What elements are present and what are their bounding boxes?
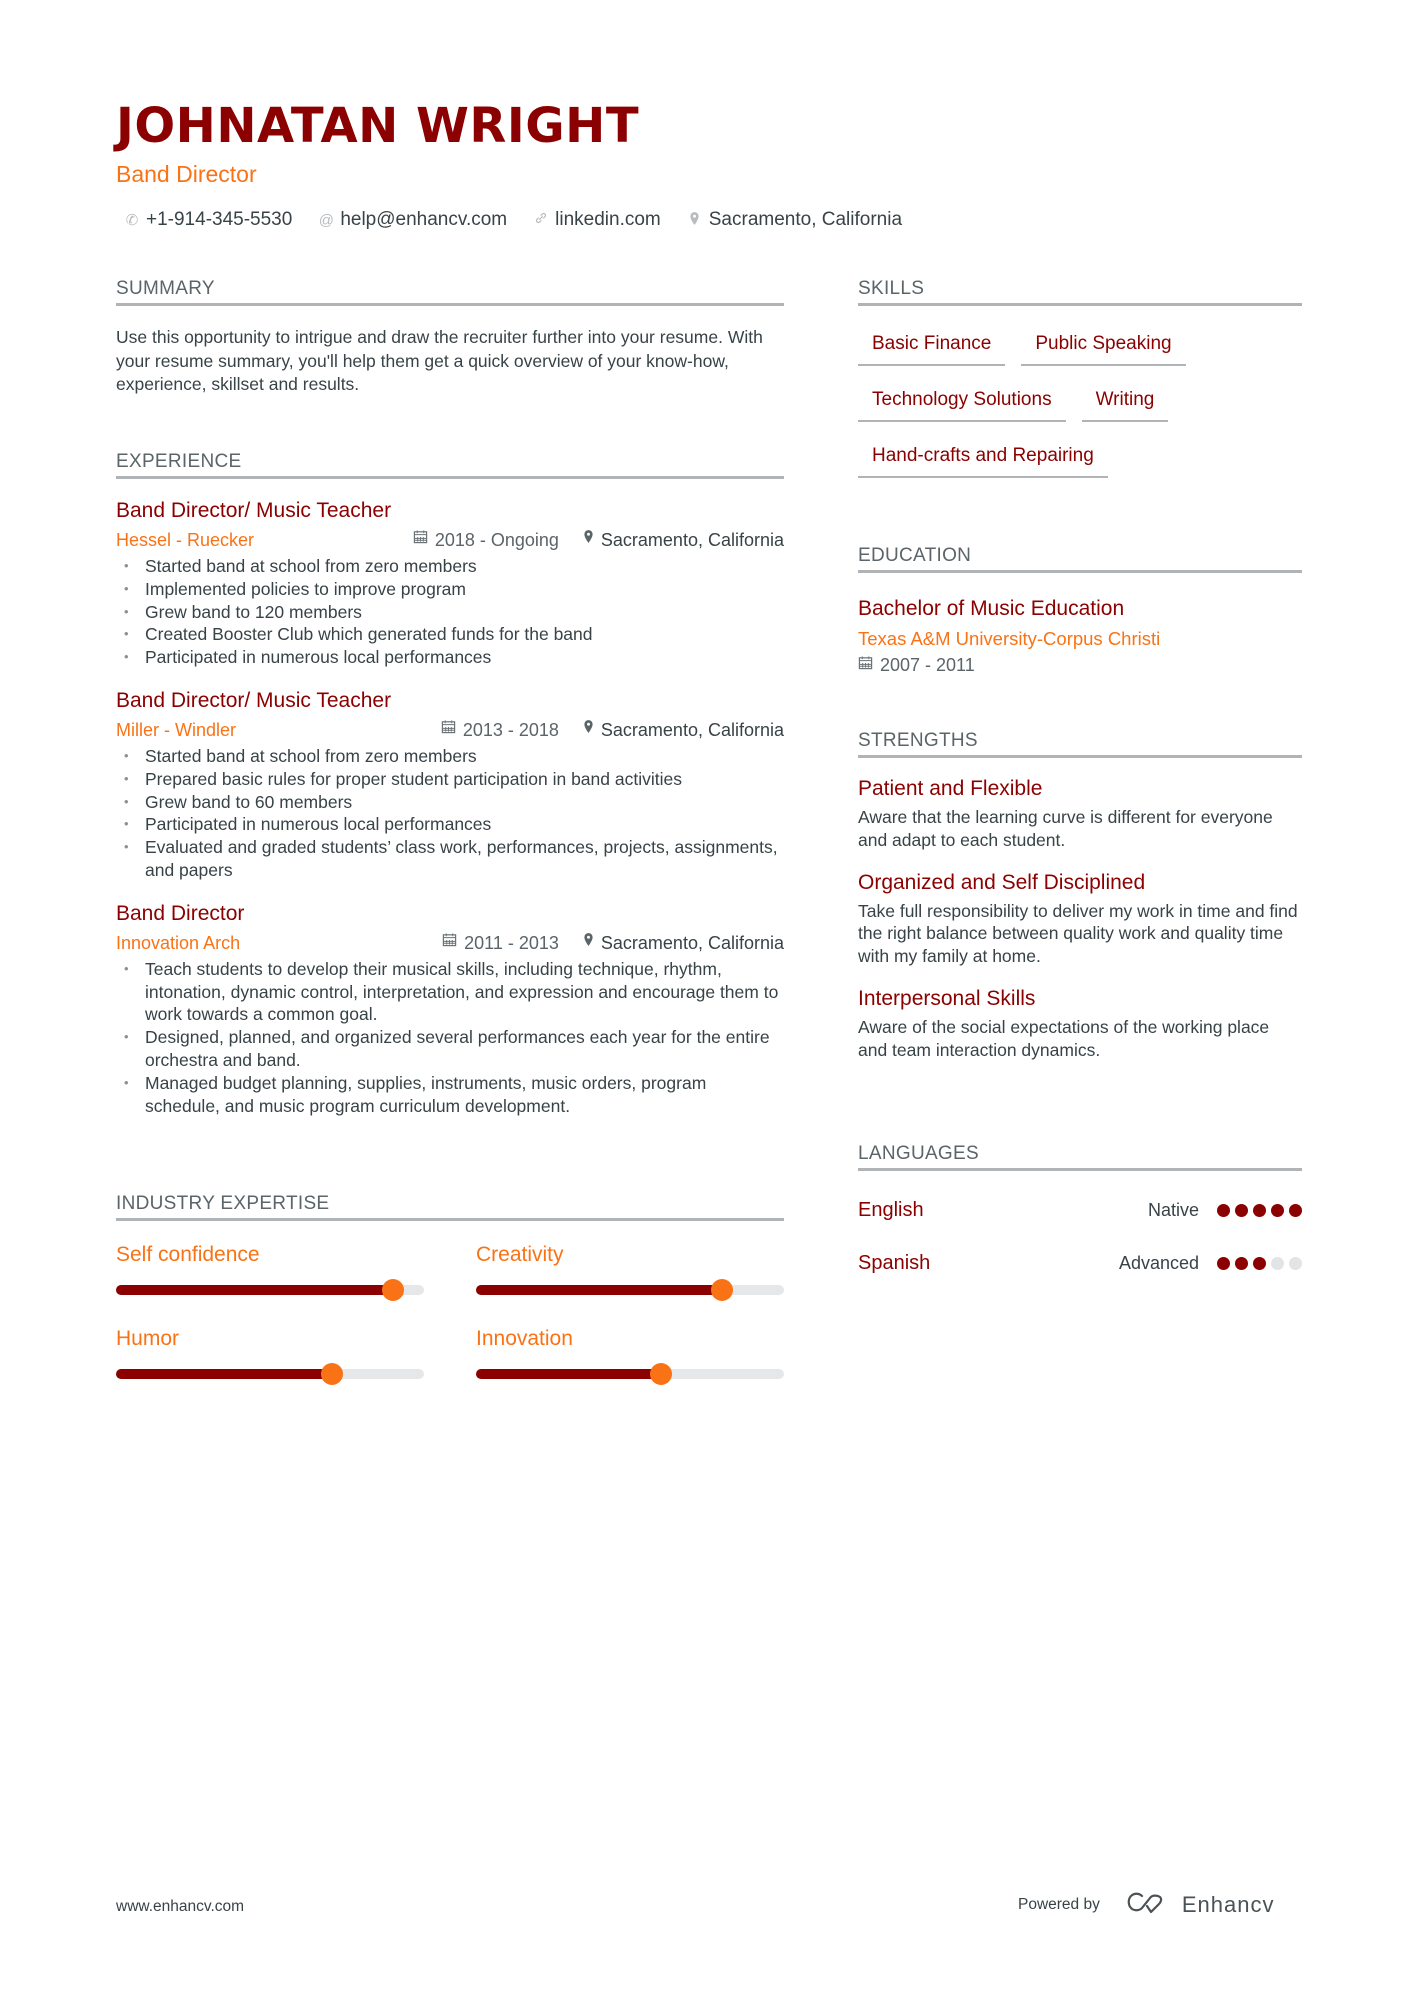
job-bullets (116, 745, 784, 882)
proficiency-dots (1217, 1204, 1302, 1217)
enhancv-logo-icon (1122, 1890, 1170, 1920)
section-heading-education: EDUCATION (858, 545, 1302, 573)
education-school: Texas A&M University-Corpus Christi (858, 628, 1161, 649)
bullet-item: • Started band at school from zero members (116, 745, 784, 768)
language-name: Spanish (858, 1251, 931, 1274)
contact-location-text: Sacramento, California (708, 209, 903, 230)
location-icon (687, 211, 703, 230)
candidate-title: Band Director (116, 161, 257, 187)
contact-email-text: help@enhancv.com (340, 209, 508, 230)
job-title: Band Director (116, 901, 245, 925)
expertise-bar (476, 1369, 784, 1379)
expertise-item (116, 1325, 424, 1379)
expertise-bar (116, 1369, 424, 1379)
contact-phone[interactable] (124, 209, 292, 231)
job-location: Sacramento, California (600, 719, 784, 740)
industry-expertise-section (116, 1193, 784, 1379)
expertise-label: Self confidence (116, 1243, 260, 1266)
strength-description: Aware that the learning curve is different for everyone and adapt to each student. (858, 807, 1273, 850)
language-level: Native (1147, 1199, 1199, 1220)
candidate-name: JOHNATAN WRIGHT (116, 98, 640, 154)
location-icon (583, 930, 594, 956)
expertise-item (116, 1241, 424, 1295)
bullet-item: • Teach students to develop their musical skills, including technique, rhythm, intonation, dynamic control, interpretation, and expression and encourage them to work towards a common goal. (116, 958, 784, 1026)
job-location: Sacramento, California (600, 932, 784, 953)
location-icon (583, 717, 594, 743)
summary-section (116, 278, 784, 397)
link-icon (533, 211, 549, 229)
languages-section (858, 1143, 1302, 1276)
strength-title: Patient and Flexible (858, 777, 1043, 800)
slider-knob (382, 1279, 404, 1301)
job-entry (116, 687, 784, 882)
section-heading-skills: SKILLS (858, 278, 1302, 306)
phone-icon: ✆ (125, 212, 139, 229)
contact-bar (124, 209, 902, 231)
powered-by-label: Powered by (1018, 1896, 1100, 1913)
contact-phone-text: +1-914-345-5530 (146, 209, 293, 230)
language-item (858, 1197, 1302, 1223)
skill-tag: Hand-crafts and Repairing (858, 440, 1108, 478)
slider-knob (321, 1363, 343, 1385)
calendar-icon (858, 652, 873, 679)
education-degree: Bachelor of Music Education (858, 597, 1125, 620)
contact-linkedin[interactable] (533, 209, 661, 231)
bullet-item: • Participated in numerous local performances (116, 813, 784, 836)
experience-section (116, 451, 784, 1117)
bullet-item: • Grew band to 60 members (116, 791, 784, 814)
job-title: Band Director/ Music Teacher (116, 688, 392, 712)
strength-item (858, 868, 1302, 968)
bullet-item: • Started band at school from zero members (116, 555, 784, 578)
bullet-item: • Implemented policies to improve program (116, 578, 784, 601)
education-section (858, 545, 1302, 679)
language-level: Advanced (1118, 1252, 1199, 1273)
strength-description: Take full responsibility to deliver my work in time and find the right balance between quality work and quality time with my family at home. (858, 900, 1298, 967)
location-icon (583, 527, 594, 553)
expertise-bar (476, 1285, 784, 1295)
section-heading-summary: SUMMARY (116, 278, 784, 306)
skills-section (858, 278, 1302, 478)
job-location: Sacramento, California (600, 530, 784, 550)
expertise-label: Creativity (476, 1243, 564, 1266)
strength-title: Interpersonal Skills (858, 986, 1036, 1010)
contact-linkedin-text: linkedin.com (555, 209, 661, 230)
calendar-icon (442, 930, 457, 956)
bullet-item: • Participated in numerous local performances (116, 646, 784, 669)
expertise-item (476, 1325, 784, 1379)
job-bullets (116, 555, 784, 669)
expertise-bar (116, 1285, 424, 1295)
section-heading-experience: EXPERIENCE (116, 451, 784, 479)
education-period: 2007 - 2011 (880, 655, 975, 675)
section-heading-industry-expertise: INDUSTRY EXPERTISE (116, 1193, 784, 1221)
skill-tag: Public Speaking (1021, 328, 1185, 366)
bullet-item: • Grew band to 120 members (116, 601, 784, 624)
bullet-item: • Prepared basic rules for proper student participation in band activities (116, 768, 784, 791)
slider-knob (650, 1363, 672, 1385)
language-name: English (858, 1198, 924, 1221)
skill-tag: Basic Finance (858, 328, 1005, 366)
expertise-label: Humor (116, 1327, 180, 1350)
job-title: Band Director/ Music Teacher (116, 499, 392, 522)
job-period: 2011 - 2013 (464, 932, 559, 953)
skill-tag: Technology Solutions (858, 384, 1066, 422)
footer-branding[interactable] (1018, 1890, 1274, 1920)
calendar-icon (441, 717, 456, 743)
section-heading-strengths: STRENGTHS (858, 730, 1302, 758)
footer-website-link[interactable]: www.enhancv.com (116, 1898, 245, 1915)
strength-item (858, 984, 1302, 1062)
job-entry (116, 900, 784, 1118)
proficiency-dots (1217, 1257, 1302, 1270)
section-heading-languages: LANGUAGES (858, 1143, 1302, 1171)
strength-description: Aware of the social expectations of the working place and team interaction dynamics. (858, 1016, 1270, 1060)
at-icon: @ (318, 211, 334, 229)
contact-location (687, 209, 902, 231)
strength-item (858, 774, 1302, 852)
bullet-item: • Designed, planned, and organized several performances each year for the entire orchestra and band. (116, 1026, 784, 1072)
job-company: Hessel - Ruecker (116, 530, 255, 550)
skill-tag: Writing (1082, 384, 1169, 422)
bullet-item: • Evaluated and graded students’ class work, performances, projects, assignments, and papers (116, 836, 784, 882)
expertise-item (476, 1241, 784, 1295)
bullet-item: • Created Booster Club which generated funds for the band (116, 623, 784, 646)
contact-email[interactable] (318, 209, 507, 231)
slider-knob (711, 1279, 733, 1301)
job-period: 2018 - Ongoing (434, 530, 559, 550)
job-company: Innovation Arch (116, 932, 241, 953)
strengths-section (858, 730, 1302, 1062)
job-company: Miller - Windler (116, 719, 237, 740)
summary-text: Use this opportunity to intrigue and draw the recruiter further into your resume. With your resume summary, you'll help them get a quick overview of your know-how, experience, skillset and results. (116, 327, 763, 394)
brand-name: Enhancv (1181, 1892, 1275, 1917)
job-entry (116, 497, 784, 669)
job-bullets (116, 958, 784, 1118)
bullet-item: • Managed budget planning, supplies, instruments, music orders, program schedule, and music program curriculum development. (116, 1072, 784, 1118)
language-item (858, 1250, 1302, 1276)
job-period: 2013 - 2018 (462, 719, 559, 740)
calendar-icon (413, 527, 428, 553)
strength-title: Organized and Self Disciplined (858, 870, 1146, 894)
expertise-label: Innovation (476, 1327, 573, 1350)
